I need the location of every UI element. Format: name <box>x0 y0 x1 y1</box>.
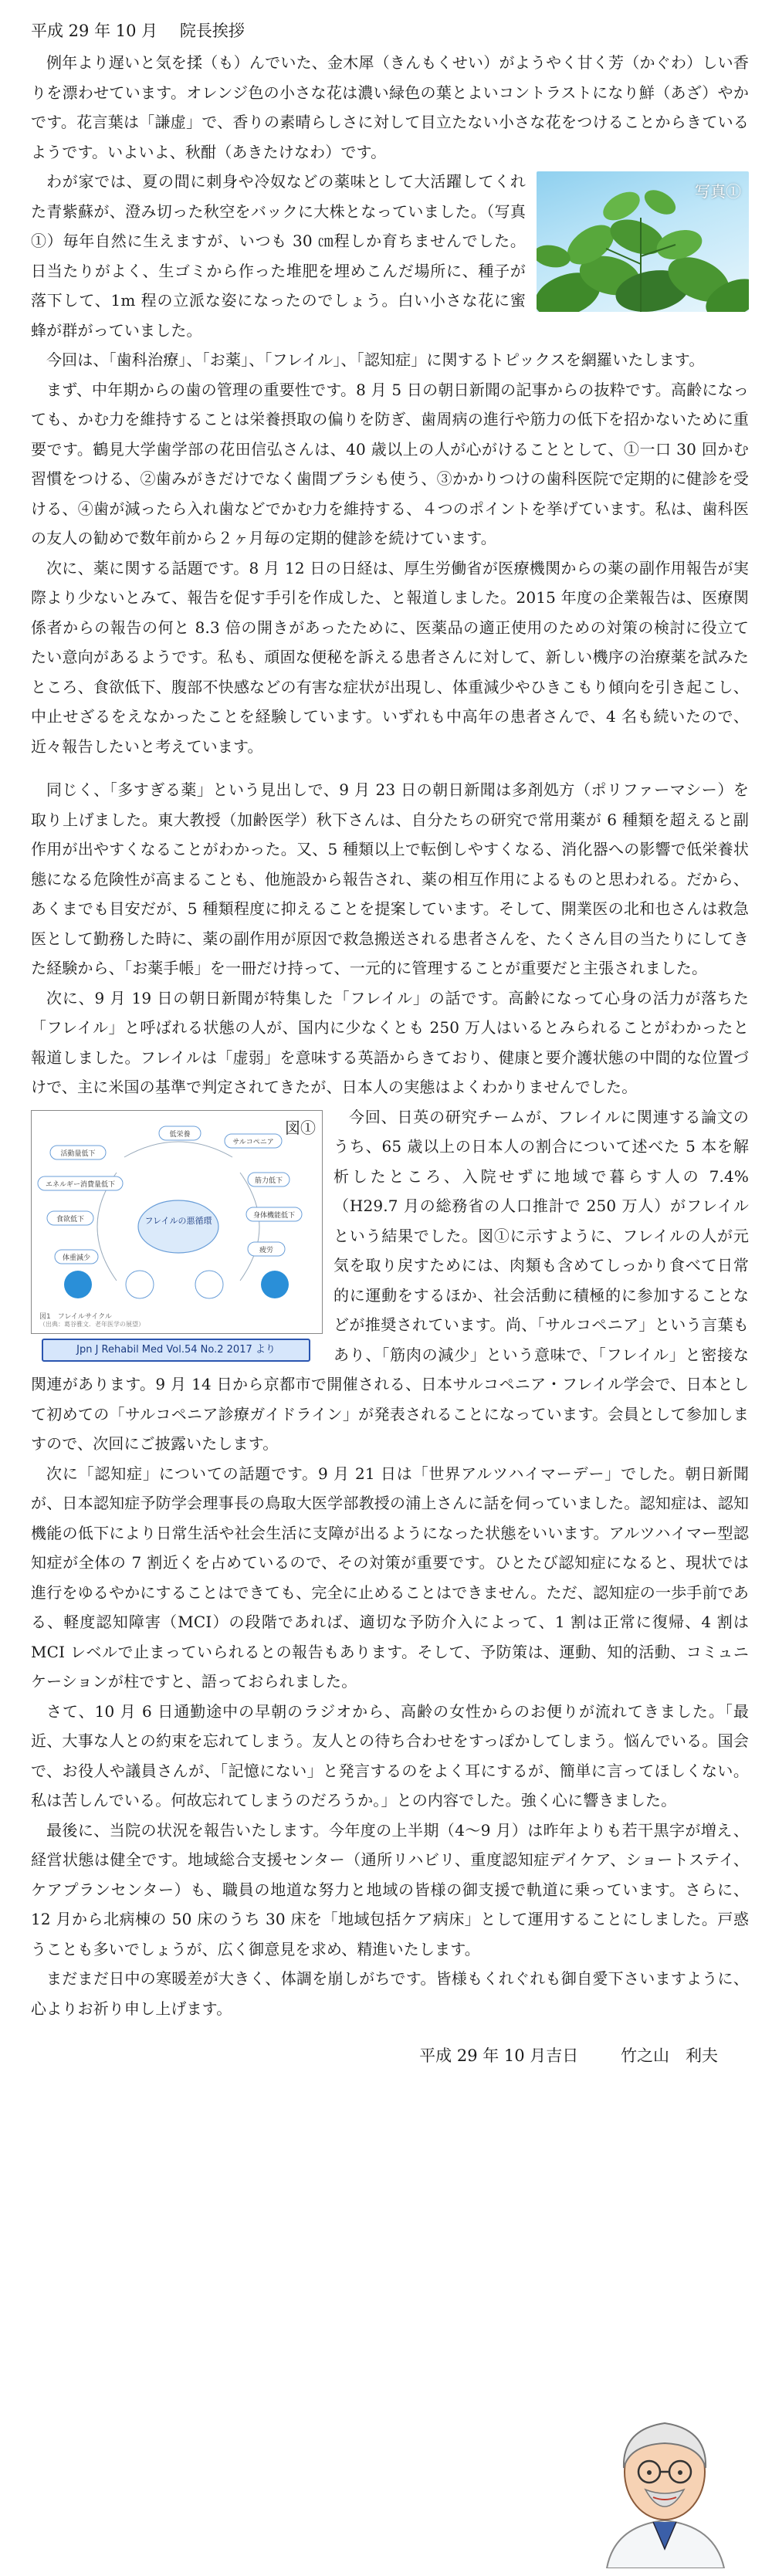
node-9 <box>55 1250 98 1264</box>
svg-text:サルコペニア: サルコペニア <box>232 1138 274 1146</box>
paragraph-2: わが家では、夏の間に刺身や冷奴などの薬味として大活躍してくれた青紫蘇が、澄み切った秋空をバックに大株となっていました。（写真①）毎年自然に生えますが、いつも 30 ㎝程しか育ちませんでした。日当たりがよく、生ゴミから作った堆肥を埋めこんだ場所に、種子が落下して、1m 程の立派な姿になったのでしょう。白い小さな花に蜜蜂が群がっていました。 <box>31 172 526 340</box>
signature-name: 竹之山 利夫 <box>621 2046 718 2065</box>
figure-source-badge: Jpn J Rehabil Med Vol.54 No.2 2017 より <box>42 1339 310 1362</box>
paragraph-12: まだまだ日中の寒暖差が大きく、体調を崩しがちです。皆様もくれぐれも御自愛下さいますように、心よりお祈り申し上げます。 <box>31 1969 749 2018</box>
svg-text:エネルギー消費量低下: エネルギー消費量低下 <box>45 1180 116 1189</box>
paragraph-11: 最後に、当院の状況を報告いたします。今年度の上半期（4～9 月）は昨年よりも若干黒字が増え、経営状態は健全です。地域総合支援センター（通所リハビリ、重度認知症デイケア、ショートステイ、ケアプランセンター）も、職員の地道な努力と地域の皆様の御支援で軌道に乗っています。さらに、12 月から北病棟の 50 床のうち 30 床を「地域包括ケア病床」として運用することにしました。戸惑うことも多いでしょうが、広く御意見を求め、精進いたします。 <box>31 1820 749 1958</box>
svg-text:疲労: 疲労 <box>259 1246 274 1254</box>
node-4 <box>50 1146 106 1159</box>
node-2 <box>248 1173 290 1186</box>
svg-text:筋力低下: 筋力低下 <box>254 1176 283 1185</box>
paragraph-10: さて、10 月 6 日通勤途中の早朝のラジオから、高齢の女性からのお便りが流れてきました。「最近、大事な人との約束を忘れてしまう。友人との待ち合わせをすっぽかしてしまう。悩んでいる。国会で、お役人や議員さんが、「記憶にない」と発言するのをよく耳にするが、簡単に言ってほしくない。私は苦しんでいる。何故忘れてしまうのだろうか。」との内容でした。強く心に響きました。 <box>31 1701 749 1809</box>
svg-text:体重減少: 体重減少 <box>62 1254 91 1262</box>
node-0 <box>159 1126 201 1140</box>
header-date: 平成 29 年 10 月 <box>31 22 158 40</box>
photo-label: 写真① <box>695 182 741 201</box>
frailty-cycle-figure <box>31 1110 323 1365</box>
node-5 <box>38 1176 123 1190</box>
signature-date: 平成 29 年 10 月吉日 <box>419 2046 579 2065</box>
svg-text:食欲低下: 食欲低下 <box>56 1215 85 1224</box>
paragraph-4: まず、中年期からの歯の管理の重要性です。8 月 5 日の朝日新聞の記事からの抜粋です。高齢になっても、かむ力を維持することは栄養摂取の偏りを防ぎ、歯周病の進行や筋力の低下を招かないために重要です。鶴見大学歯学部の花田信弘さんは、40 歳以上の人が心がけることとして、①一口 30 回かむ習慣をつける、②歯みがきだけでなく歯間ブラシも使う、③かかりつけの歯科医院で定期的に健診を受ける、④歯が減ったら入れ歯などでかむ力を維持する、４つのポイントを挙げています。私は、歯科医の友人の勧めで数年前から２ヶ月毎の定期的健診を続けています。 <box>31 380 749 547</box>
paragraph-8: 今回、日英の研究チームが、フレイルに関連する論文のうち、65 歳以上の日本人の割合について述べた 5 本を解析したところ、入院せずに地域で暮らす人の 7.4%（H29.7 月の総務省の人口推計で 250 万人）がフレイルという結果でした。図①に示すように、フレイルの人が元気を取り戻すためには、肉類も含めてしっかり食べて日常的に運動をするほか、社会活動に積極的に参加することなどが推奨されています。尚、「サルコペニア」という言葉もあり、「筋肉の減少」という意味で、「フレイル」と密接な関連があります。9 月 14 日から京都市で開催される、日本サルコペニア・フレイル学会で、日本として初めての「サルコペニア診療ガイドライン」が発表されることになっています。会員として参加しますので、次回にご披露いたします。 <box>31 1107 749 1453</box>
node-1 <box>225 1134 282 1148</box>
svg-text:身体機能低下: 身体機能低下 <box>252 1211 296 1220</box>
spacer <box>31 761 749 775</box>
node-6 <box>47 1211 93 1225</box>
letter-body <box>31 17 749 2067</box>
figure-label: 図① <box>285 1118 316 1137</box>
director-portrait <box>591 2398 738 2568</box>
frailty-cycle-diagram <box>32 1111 322 1333</box>
node-7 <box>248 1242 285 1256</box>
signature <box>31 2043 749 2067</box>
svg-text:フレイルの悪循環: フレイルの悪循環 <box>144 1215 212 1226</box>
shiso-photo <box>537 171 749 312</box>
paragraph-3: 今回は、「歯科治療」、「お薬」、「フレイル」、「認知症」に関するトピックスを網羅いたします。 <box>46 350 705 369</box>
node-3 <box>246 1207 302 1221</box>
paragraph-1: 例年より遅いと気を揉（も）んでいた、金木犀（きんもくせい）がようやく甘く芳（かぐわ）しい香りを漂わせています。オレンジ色の小さな花は濃い緑色の葉とよいコントラストになり鮮（あざ）やかです。花言葉は「謙虚」で、香りの素晴らしさに対して目立たない小さな花をつけることからきているようです。いよいよ、秋酣（あきたけなわ）です。 <box>31 53 749 161</box>
svg-text:活動量低下: 活動量低下 <box>60 1149 96 1158</box>
node-8 <box>144 1216 212 1226</box>
paragraph-6: 同じく、「多すぎる薬」という見出しで、9 月 23 日の朝日新聞は多剤処方（ポリファーマシー）を取り上げました。東大教授（加齢医学）秋下さんは、自分たちの研究で常用薬が 6 種類を超えると副作用が出やすくなることがわかった。又、5 種類以上で転倒しやすくなる、消化器への影響で低栄養状態になる危険性が高まることも、他施設から報告され、薬の相互作用によるものと思われる。だから、あくまでも目安だが、5 種類程度に抑えることを提案しています。そして、開業医の北和也さんは救急医として勤務した時に、薬の副作用が原因で救急搬送される患者さんを、たくさん目の当たりにしてきた経験から、「お薬手帳」を一冊だけ持って、一元的に管理することが重要だと主張されました。 <box>31 780 749 977</box>
svg-text:低栄養: 低栄養 <box>169 1130 191 1139</box>
portrait-illustration <box>591 2398 738 2568</box>
figure-source-note: （出典：葛谷雅文．老年医学の展望） <box>39 1320 144 1328</box>
paragraph-5: 次に、薬に関する話題です。8 月 12 日の日経は、厚生労働省が医療機関からの薬の副作用報告が実際より少ないとみて、報告を促す手引を作成した、と報道しました。2015 年度の企業報告は、医療関係者からの報告の何と 8.3 倍の開きがあったために、医薬品の適正使用のための対策の検討に役立てたい意向があるようです。私も、頑固な便秘を訴える患者さんに対して、新しい機序の治療薬を試みたところ、食欲低下、腹部不快感などの有害な症状が出現し、体重減少やひきこもり傾向を引き起こし、中止せざるをえなかったことを経験しています。いずれも中高年の患者さんで、4 名も続いたので、近々報告したいと考えています。 <box>31 558 749 756</box>
paragraph-9: 次に「認知症」についての話題です。9 月 21 日は「世界アルツハイマーデー」でした。朝日新聞が、日本認知症予防学会理事長の鳥取大医学部教授の浦上さんに話を伺っていました。認知症は、認知機能の低下により日常生活や社会生活に支障が出るようになった状態をいいます。アルツハイマー型認知症が全体の 7 割近くを占めているので、その対策が重要です。ひとたび認知症になると、現状では進行をゆるやかにすることはできても、完全に止めることはできません。ただ、認知症の一歩手前である、軽度認知障害（MCI）の段階であれば、適切な予防介入によって、1 割は正常に復帰、4 割は MCI レベルで止まっていられるとの報告もあります。そして、予防策は、運動、知的活動、コミュニケーションが柱ですと、語っておられました。 <box>31 1464 749 1691</box>
header-title: 院長挨拶 <box>179 22 245 40</box>
paragraph-7: 次に、9 月 19 日の朝日新聞が特集した「フレイル」の話です。高齢になって心身の活力が落ちた「フレイル」と呼ばれる状態の人が、国内に少なくとも 250 万人はいるとみられることがわかったと報道しました。フレイルは「虚弱」を意味する英語からきており、健康と要介護状態の中間的な位置づけで、主に米国の基準で判定されてきたが、日本人の実態はよくわかりませんでした。 <box>31 988 749 1096</box>
figure-caption: 図1 フレイルサイクル <box>39 1312 112 1321</box>
figure-frame <box>31 1110 323 1334</box>
letter-header <box>31 17 749 45</box>
